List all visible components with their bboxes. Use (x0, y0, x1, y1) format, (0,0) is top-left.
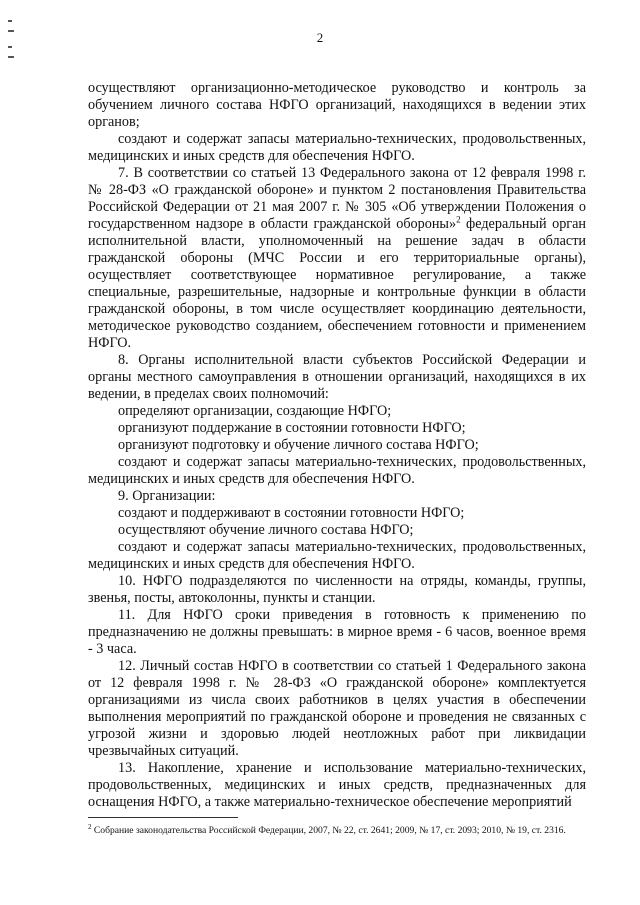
list-item: осуществляют обучение личного состава НФГО; (118, 522, 414, 538)
paragraph: 9. Организации: (118, 488, 216, 504)
paragraph: 7. В соответствии со статьей 13 Федерального закона от 12 февраля 1998 г. № 28-ФЗ «О гражданской обороне» и пунктом 2 постановления Правительства Российской Федерации от 21 мая 2007 г. № 305 «Об утверждении Положения о государственном надзоре в области гражданской обороны»$^2$ федеральный орган исполнительной власти, уполномоченный на решение задач в области гражданской обороны (МЧС России и его территориальные органы), осуществляет соответствующее нормативное регулирование, а также специальные, разрешительные, надзорные и контрольные функции в области гражданской обороны, в том числе осуществляет координацию деятельности, методическое руководство созданием, обеспечением готовности и применением НФГО. (88, 165, 586, 351)
footnote-mark: 2 (88, 822, 92, 831)
margin-tick (8, 20, 12, 22)
footnote-text: Собрание законодательства Российской Федерации, 2007, № 22, ст. 2641; 2009, № 17, ст. 2093; 2010, № 19, ст. 2316. (91, 825, 566, 836)
list-item: создают и содержат запасы материально-технических, продовольственных, медицинских и иных средств для обеспечения НФГО. (88, 454, 586, 487)
footnote-separator (88, 817, 238, 818)
footnote (88, 822, 598, 837)
paragraph: создают и содержат запасы материально-технических, продовольственных, медицинских и иных средств для обеспечения НФГО. (88, 131, 586, 164)
list-item: определяют организации, создающие НФГО; (118, 403, 392, 419)
footnote-reference: 2 (456, 214, 461, 225)
list-item: создают и поддерживают в состоянии готовности НФГО; (118, 505, 465, 521)
paragraph: 10. НФГО подразделяются по численности на отряды, команды, группы, звенья, посты, автоколонны, пункты и станции. (88, 573, 586, 606)
paragraph: 13. Накопление, хранение и использование материально-технических, продовольственных, медицинских и иных средств, предназначенных для оснащения НФГО, а также материально-техническое обеспечение мероприятий (88, 760, 586, 810)
paragraph: 11. Для НФГО сроки приведения в готовность к применению по предназначению не должны превышать: в мирное время - 6 часов, военное время - 3 часа. (88, 607, 586, 657)
list-item: организуют подготовку и обучение личного состава НФГО; (118, 437, 479, 453)
page-number: 2 (316, 30, 324, 45)
paragraph: осуществляют организационно-методическое руководство и контроль за обучением личного состава НФГО организаций, находящихся в ведении этих органов; (88, 80, 586, 130)
margin-tick (8, 46, 12, 48)
margin-tick (8, 56, 14, 58)
paragraph: 8. Органы исполнительной власти субъектов Российской Федерации и органы местного самоуправления в отношении организаций, находящихся в их ведении, в пределах своих полномочий: (88, 352, 586, 402)
list-item: создают и содержат запасы материально-технических, продовольственных, медицинских и иных средств для обеспечения НФГО. (88, 539, 586, 572)
list-item: организуют поддержание в состоянии готовности НФГО; (118, 420, 466, 436)
paragraph: 12. Личный состав НФГО в соответствии со статьей 1 Федерального закона от 12 февраля 1998 г. № 28-ФЗ «О гражданской обороне» комплектуется организациями из числа своих работников в целях участия в обеспечении выполнения мероприятий по гражданской обороне и проведения не связанных с угрозой жизни и здоровью людей неотложных работ при ликвидации чрезвычайных ситуаций. (88, 658, 586, 759)
document-body (88, 80, 586, 811)
